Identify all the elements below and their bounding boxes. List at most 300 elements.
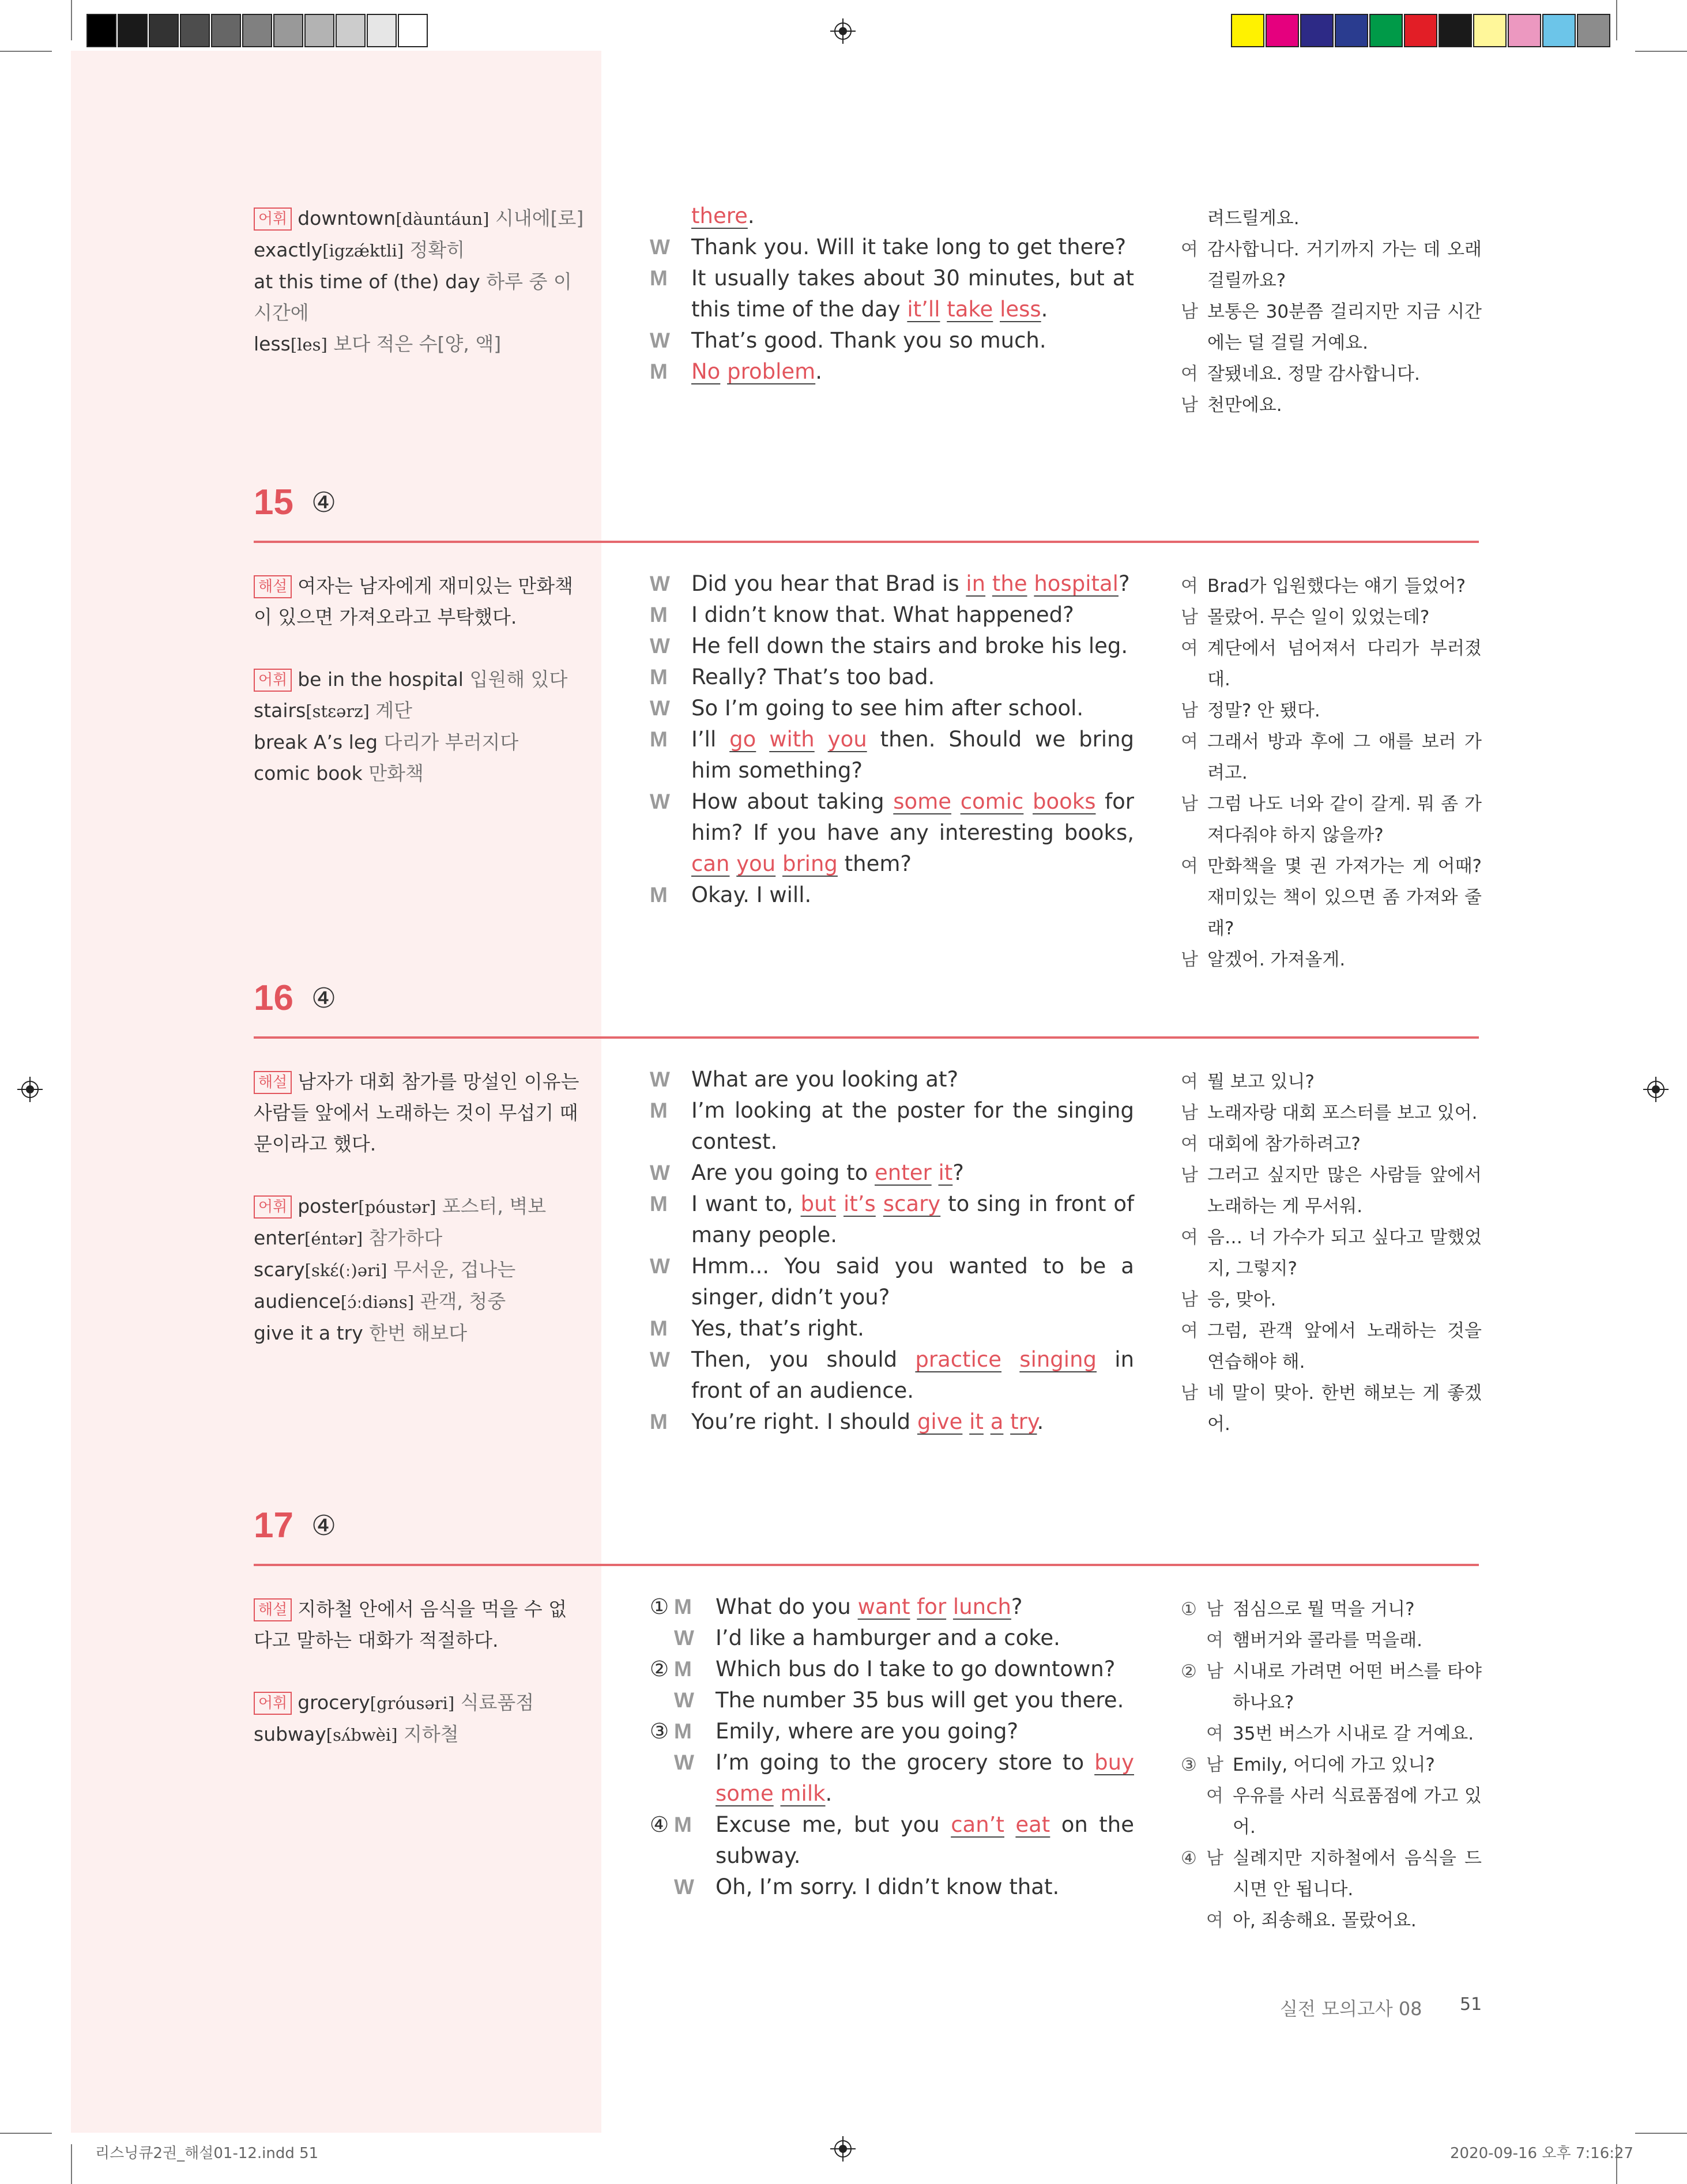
dialog-line: [650, 1623, 1134, 1654]
dialog-segment: [946, 1594, 953, 1619]
section-divider: [254, 541, 1479, 543]
question-number: 16: [254, 978, 293, 1018]
color-swatch: [1369, 14, 1403, 47]
answer-blank: want: [857, 1594, 910, 1619]
dialog-segment: in front of an audience.: [691, 1347, 1135, 1403]
vocab-gloss: 한번 해보다: [369, 1322, 468, 1344]
vocab-gloss: 참가하다: [368, 1227, 443, 1249]
answer-mark: ④: [311, 1510, 337, 1542]
vocab-word: stairs: [254, 699, 306, 722]
dialog: [650, 1064, 1134, 1438]
speaker-label: 남: [1181, 395, 1198, 416]
translation: [1181, 571, 1482, 975]
answer-blank: can: [691, 851, 730, 876]
speaker-label: M: [650, 883, 668, 907]
option-number: [650, 1872, 674, 1903]
speaker-label: 여: [1181, 1134, 1198, 1155]
speaker-label: 남: [1206, 1599, 1223, 1620]
vocab-gloss: 정확히: [409, 239, 465, 261]
vocab-pronunciation: [ɔ́ːdiəns]: [340, 1292, 415, 1312]
translation-text: 그러고 싶지만 많은 사람들 앞에서 노래하는 게 무서워.: [1207, 1165, 1482, 1217]
vocab-gloss: 보다 적은 수[양, 액]: [333, 333, 502, 355]
translation-line: [1181, 1284, 1482, 1315]
dialog-text: [691, 662, 1134, 693]
vocab-list: [254, 203, 584, 360]
answer-blank: it’s: [843, 1191, 876, 1216]
dialog-segment: [836, 1191, 843, 1216]
dialog-line: [650, 880, 1134, 911]
dialog-segment: I’d like a hamburger and a coke.: [716, 1625, 1060, 1650]
vocab-word: enter: [254, 1227, 305, 1249]
dialog-line: [650, 1344, 1134, 1406]
translation-text: 그럼 나도 너와 같이 갈게. 뭐 좀 가져다줘야 하지 않을까?: [1207, 794, 1482, 846]
answer-blank: hospital: [1034, 571, 1119, 596]
answer-blank: comic: [960, 789, 1024, 814]
dialog-segment: [940, 297, 947, 322]
answer-blank: some: [716, 1781, 774, 1806]
option-number: ①: [650, 1594, 669, 1619]
dialog-segment: Excuse me, but you: [716, 1812, 951, 1837]
vocab-tag: 어휘: [254, 208, 292, 231]
dialog-line: [650, 1406, 1134, 1438]
explanation-line: [254, 1097, 578, 1129]
dialog-segment: [932, 1160, 939, 1185]
vocab-word: give it a try: [254, 1322, 363, 1344]
speaker-label: 남: [1181, 301, 1198, 322]
answer-blank: in: [966, 571, 986, 596]
dialog-text: [691, 1157, 1134, 1189]
answer-blank: with: [769, 727, 815, 752]
explanation-line: [254, 1594, 567, 1625]
translation-text: 천만에요.: [1207, 395, 1282, 416]
answer-blank: try: [1010, 1409, 1037, 1434]
answer-blank: less: [1000, 297, 1041, 322]
speaker-label: [1181, 203, 1207, 234]
speaker-label: 여: [1206, 1786, 1223, 1806]
speaker-label: 여: [1206, 1910, 1223, 1931]
crop-mark: [1635, 2133, 1687, 2134]
dialog: [650, 201, 1134, 387]
translation-line: [1181, 1160, 1482, 1222]
dialog-segment: them?: [837, 851, 912, 876]
speaker-label: W: [650, 696, 670, 720]
vocab-entry: [254, 1318, 559, 1349]
explanation-text: 사람들 앞에서 노래하는 것이 무섭기 때: [254, 1102, 578, 1124]
vocab-gloss-cont: 시간에: [254, 301, 309, 324]
vocab-word: poster: [298, 1195, 359, 1217]
dialog-text: [691, 724, 1134, 786]
dialog-segment: [910, 1594, 917, 1619]
dialog-text: [691, 232, 1134, 263]
option-number: [1181, 1781, 1206, 1843]
translation-line: [1181, 1625, 1482, 1656]
dialog-line: [650, 1716, 1134, 1747]
spacer: [254, 1160, 559, 1191]
answer-blank: a: [990, 1409, 1004, 1434]
dialog-segment: [993, 297, 1000, 322]
color-swatch: [1404, 14, 1437, 47]
vocab-word: grocery: [298, 1691, 370, 1714]
dialog-segment: to sing in front of many people.: [691, 1191, 1135, 1247]
option-number: ①: [1181, 1599, 1197, 1620]
answer-blank: bring: [782, 851, 838, 876]
dialog-segment: I’m looking at the poster for the singing contest.: [691, 1098, 1134, 1154]
dialog-segment: What are you looking at?: [691, 1067, 959, 1092]
translation-text: 뭘 보고 있니?: [1207, 1072, 1315, 1092]
dialog-line: [650, 724, 1134, 786]
vocab-entry: [254, 758, 559, 789]
dialog-segment: [1001, 1347, 1019, 1372]
crop-mark: [1616, 0, 1617, 40]
dialog-line: [650, 662, 1134, 693]
translation-text: 계단에서 넘어져서 다리가 부러졌대.: [1207, 638, 1482, 690]
color-swatch: [398, 14, 428, 47]
dialog-segment: I’m going to the grocery store to: [716, 1750, 1095, 1775]
vocab-pronunciation: [éntər]: [304, 1229, 363, 1248]
dialog-segment: ?: [1011, 1594, 1023, 1619]
answer-blank: the: [992, 571, 1027, 596]
dialog-text: [716, 1623, 1134, 1654]
speaker-label: [650, 201, 691, 232]
color-swatch: [304, 14, 334, 47]
color-swatch: [149, 14, 179, 47]
spacer: [254, 633, 559, 664]
vocab-gloss: 계단: [375, 699, 413, 722]
vocab-entry: [254, 695, 559, 727]
dialog-text: [691, 1095, 1134, 1157]
translation-text: 그래서 방과 후에 그 애를 보러 가려고.: [1207, 731, 1482, 783]
speaker-label: M: [674, 1595, 692, 1619]
color-swatch: [273, 14, 303, 47]
translation-text: 정말? 안 됐다.: [1207, 700, 1320, 721]
explanation-column: [254, 571, 573, 789]
explanation-line: [254, 571, 573, 602]
vocab-gloss: 무서운, 겁나는: [393, 1258, 516, 1281]
registration-mark-icon: [17, 1077, 43, 1102]
translation-text: 음… 너 가수가 되고 싶다고 말했었지, 그렇지?: [1207, 1227, 1482, 1279]
dialog: [650, 568, 1134, 911]
dialog-line: [650, 1251, 1134, 1313]
translation-text: 우유를 사러 식료품점에 가고 있어.: [1233, 1786, 1482, 1838]
dialog-text: [691, 1189, 1134, 1251]
dialog-line: [650, 1313, 1134, 1344]
explanation-tag: 해설: [254, 1598, 292, 1621]
page-section-label: 실전 모의고사 08: [1280, 1998, 1422, 2020]
translation-text: Brad가 입원했다는 얘기 들었어?: [1207, 576, 1466, 597]
vocab-entry: [254, 1719, 559, 1751]
option-number: ③: [650, 1719, 669, 1744]
dialog-segment: [729, 851, 736, 876]
speaker-label: W: [650, 329, 670, 352]
dialog-segment: [985, 571, 992, 596]
translation-text: 알겠어. 가져올게.: [1207, 949, 1346, 970]
answer-blank: eat: [1015, 1812, 1050, 1837]
answer-mark: ④: [311, 982, 337, 1014]
option-number: [650, 1747, 674, 1809]
dialog-segment: Oh, I’m sorry. I didn’t know that.: [716, 1874, 1060, 1899]
dialog-line: [650, 1654, 1134, 1685]
translation-line: [1181, 571, 1482, 602]
translation-text: 몰랐어. 무슨 일이 있었는데?: [1207, 607, 1430, 628]
vocab-pronunciation: [skɛ́(ː)əri]: [304, 1261, 387, 1280]
crop-mark: [0, 2133, 52, 2134]
color-swatch: [1577, 14, 1610, 47]
speaker-label: 남: [1181, 700, 1198, 721]
dialog-line: [650, 201, 1134, 232]
translation: [1181, 1594, 1482, 1936]
vocab-word: audience: [254, 1290, 341, 1312]
speaker-label: W: [674, 1751, 694, 1774]
vocab-tag: 어휘: [254, 1692, 292, 1715]
translation-line: [1181, 1656, 1482, 1718]
speaker-label: M: [674, 1719, 692, 1743]
translation-line: [1181, 296, 1482, 359]
option-number: [1181, 1625, 1206, 1656]
translation-line: [1181, 633, 1482, 695]
translation-text: 시내로 가려면 어떤 버스를 타야 하나요?: [1233, 1661, 1482, 1713]
registration-mark-icon: [830, 2136, 856, 2162]
print-filename: 리스닝큐2권_해설01-12.indd 51: [95, 2145, 319, 2162]
vocab-pronunciation: [sʌ́bwèi]: [326, 1725, 398, 1745]
speaker-label: W: [674, 1875, 694, 1899]
dialog-text: [716, 1809, 1134, 1872]
speaker-label: 남: [1181, 1165, 1198, 1186]
dialog-text: [716, 1685, 1134, 1716]
translation-line: [1181, 1378, 1482, 1440]
explanation-text: 이 있으면 가져오라고 부탁했다.: [254, 606, 517, 628]
dialog-line: [650, 1189, 1134, 1251]
translation-line: [1181, 695, 1482, 726]
speaker-label: 남: [1206, 1661, 1223, 1682]
speaker-label: W: [650, 572, 670, 595]
option-number: ②: [650, 1657, 669, 1681]
dialog-segment: I’ll: [691, 727, 730, 752]
dialog-line: [650, 1872, 1134, 1903]
vocab-word: be in the hospital: [298, 668, 464, 691]
dialog-line: [650, 568, 1134, 599]
speaker-label: M: [650, 665, 668, 689]
crop-mark: [71, 2144, 72, 2184]
dialog-segment: Emily, where are you going?: [716, 1719, 1019, 1744]
dialog-line: [650, 1095, 1134, 1157]
dialog-segment: ?: [952, 1160, 964, 1185]
registration-mark-icon: [1643, 1077, 1669, 1102]
translation-line: [1181, 789, 1482, 851]
translation: [1181, 203, 1482, 421]
speaker-label: M: [650, 360, 668, 383]
vocab-gloss: 식료품점: [460, 1691, 534, 1714]
color-swatch: [1231, 14, 1264, 47]
dialog-segment: .: [1037, 1409, 1044, 1434]
vocab-word: break A’s leg: [254, 731, 378, 753]
color-swatch: [1335, 14, 1368, 47]
dialog-text: [716, 1747, 1134, 1809]
speaker-label: W: [650, 1161, 670, 1185]
speaker-label: M: [674, 1657, 692, 1681]
dialog-segment: Did you hear that Brad is: [691, 571, 966, 596]
translation-text: 점심으로 뭘 먹을 거니?: [1233, 1599, 1415, 1620]
translation-line: [1181, 851, 1482, 944]
translation-text: 대회에 참가하려고?: [1207, 1134, 1361, 1155]
translation-text: 려드릴게요.: [1207, 208, 1300, 229]
speaker-label: M: [650, 1410, 668, 1434]
answer-blank: it’ll: [907, 297, 940, 322]
dialog-segment: The number 35 bus will get you there.: [716, 1688, 1124, 1713]
dialog-segment: .: [815, 359, 822, 384]
dialog-segment: Hmm... You said you wanted to be a singer, didn’t you?: [691, 1254, 1134, 1310]
color-swatch: [86, 14, 116, 47]
option-number: ②: [1181, 1661, 1197, 1682]
answer-blank: take: [947, 297, 993, 322]
speaker-label: M: [674, 1813, 692, 1836]
crop-mark: [1635, 51, 1687, 52]
dialog: [650, 1591, 1134, 1903]
translation-text: 네 말이 맞아. 한번 해보는 게 좋겠어.: [1207, 1383, 1482, 1435]
dialog-segment: [756, 727, 769, 752]
vocab-word: comic book: [254, 762, 363, 784]
answer-blank: scary: [883, 1191, 941, 1216]
color-swatch: [1300, 14, 1334, 47]
translation-text: 햄버거와 콜라를 먹을래.: [1233, 1630, 1423, 1651]
speaker-label: 여: [1181, 364, 1198, 384]
translation-line: [1181, 602, 1482, 633]
dialog-text: [691, 1251, 1134, 1313]
dialog-segment: [815, 727, 828, 752]
dialog-line: [650, 786, 1134, 880]
vocab-gloss: 다리가 부러지다: [383, 731, 519, 753]
translation: [1181, 1066, 1482, 1440]
vocab-gloss: 입원해 있다: [469, 668, 568, 691]
speaker-label: W: [650, 634, 670, 658]
answer-blank: singing: [1019, 1347, 1097, 1372]
section-divider: [254, 1036, 1479, 1039]
answer-blank: some: [893, 789, 952, 814]
translation-text: 응, 맞아.: [1207, 1289, 1276, 1310]
crop-mark: [0, 51, 52, 52]
translation-line: [1181, 1843, 1482, 1905]
explanation-column: [254, 1594, 567, 1751]
speaker-label: 남: [1181, 1383, 1198, 1404]
speaker-label: W: [650, 790, 670, 813]
dialog-segment: .: [825, 1781, 833, 1806]
dialog-segment: on the subway.: [716, 1812, 1134, 1868]
vocab-entry: [254, 1223, 559, 1254]
answer-blank: you: [736, 851, 776, 876]
dialog-segment: [1023, 789, 1033, 814]
vocab-word: exactly: [254, 239, 323, 261]
dialog-segment: Thank you. Will it take long to get there?: [691, 235, 1127, 259]
answer-blank: can’t: [951, 1812, 1004, 1837]
speaker-label: M: [650, 1317, 668, 1340]
dialog-segment: Really? That’s too bad.: [691, 665, 935, 689]
dialog-text: [691, 693, 1134, 724]
dialog-text: [691, 880, 1134, 911]
speaker-label: 여: [1181, 1227, 1198, 1248]
option-number: [1181, 1905, 1206, 1936]
translation-line: [1181, 944, 1482, 975]
speaker-label: 남: [1181, 949, 1198, 970]
answer-blank: practice: [915, 1347, 1002, 1372]
translation-text: 실례지만 지하철에서 음식을 드시면 안 됩니다.: [1233, 1848, 1482, 1900]
dialog-segment: [1027, 571, 1034, 596]
dialog-segment: [774, 1781, 781, 1806]
dialog-segment: Yes, that’s right.: [691, 1316, 864, 1341]
dialog-segment: [720, 359, 727, 384]
translation-text: 잘됐네요. 정말 감사합니다.: [1207, 364, 1420, 384]
vocab-entry: [254, 727, 559, 758]
translation-text: Emily, 어디에 가고 있니?: [1233, 1755, 1435, 1775]
option-number: ④: [650, 1812, 669, 1837]
translation-line: [1181, 1315, 1482, 1378]
translation-line: [1181, 1594, 1482, 1625]
dialog-line: [650, 631, 1134, 662]
section-divider: [254, 1564, 1479, 1566]
speaker-label: W: [674, 1626, 694, 1650]
vocab-entry: [254, 203, 584, 235]
dialog-segment: It usually takes about 30 minutes, but at this time of the day: [691, 266, 1134, 322]
option-number: [650, 1623, 674, 1654]
vocab-pronunciation: [dàuntáun]: [396, 209, 489, 229]
color-swatch: [336, 14, 366, 47]
dialog-segment: Okay. I will.: [691, 882, 812, 907]
speaker-label: W: [650, 235, 670, 259]
dialog-text: [691, 599, 1134, 631]
dialog-line: [650, 1157, 1134, 1189]
translation-text: 아, 죄송해요. 몰랐어요.: [1233, 1910, 1417, 1931]
answer-blank: buy: [1094, 1750, 1134, 1775]
dialog-text: [691, 356, 1134, 387]
explanation-line: [254, 1129, 559, 1160]
dialog-segment: I want to,: [691, 1191, 801, 1216]
translation-text: 보통은 30분쯤 걸리지만 지금 시간에는 덜 걸릴 거예요.: [1207, 301, 1482, 353]
vocab-word: subway: [254, 1723, 326, 1745]
dialog-text: [691, 1406, 1134, 1438]
speaker-label: M: [650, 603, 668, 627]
speaker-label: W: [650, 1254, 670, 1278]
dialog-segment: .: [747, 203, 755, 228]
vocab-gloss: 지하철: [404, 1723, 459, 1745]
vocab-entry: [254, 1191, 559, 1223]
dialog-line: [650, 1591, 1134, 1623]
dialog-segment: [984, 1409, 991, 1434]
dialog-text: [691, 1313, 1134, 1344]
translation-line: [1181, 1222, 1482, 1284]
dialog-line: [650, 232, 1134, 263]
dialog-text: [691, 263, 1134, 325]
vocab-gloss: 만화책: [368, 762, 424, 784]
vocab-pronunciation: [póustər]: [358, 1197, 436, 1217]
answer-blank: lunch: [952, 1594, 1011, 1619]
dialog-segment: You’re right. I should: [691, 1409, 917, 1434]
answer-blank: but: [800, 1191, 837, 1216]
speaker-label: 여: [1181, 731, 1198, 752]
translation-line: [1181, 1718, 1482, 1749]
dialog-segment: [962, 1409, 969, 1434]
explanation-line: [254, 602, 559, 633]
dialog-line: [650, 263, 1134, 325]
explanation-tag: 해설: [254, 1071, 292, 1094]
answer-blank: you: [827, 727, 867, 752]
answer-blank: milk: [780, 1781, 826, 1806]
dialog-segment: then. Should we bring him something?: [691, 727, 1135, 783]
explanation-text: 다고 말하는 대화가 적절하다.: [254, 1629, 499, 1651]
dialog-segment: Then, you should: [691, 1347, 916, 1372]
speaker-label: 남: [1181, 1103, 1198, 1123]
print-datetime: 2020-09-16 오후 7:16:27: [1450, 2145, 1634, 2162]
dialog-segment: How about taking: [691, 789, 894, 814]
color-swatch: [1473, 14, 1507, 47]
speaker-label: 여: [1181, 1072, 1198, 1092]
